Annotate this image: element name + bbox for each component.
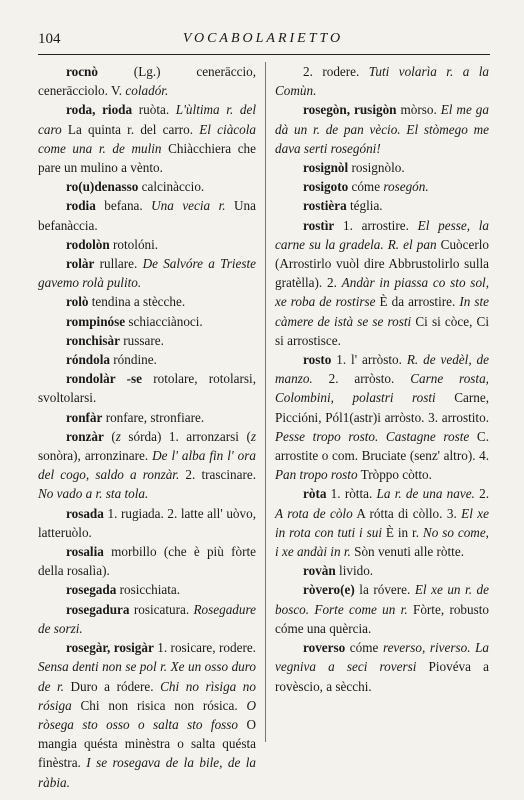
entry-example: z — [115, 428, 121, 444]
entry-text: Duro a ródere. — [63, 678, 161, 694]
entry-headword: rolò — [66, 294, 89, 310]
running-title: VOCABOLARIETTO — [182, 31, 344, 46]
dictionary-entry — [38, 196, 256, 234]
entry-text: russare. — [119, 332, 164, 348]
entry-headword: rosto — [303, 352, 332, 368]
entry-text: 2. — [474, 486, 489, 502]
entry-text: cóme — [348, 179, 384, 195]
entry-text: morbillo (che è più fòrte della rosalìa). — [38, 544, 256, 579]
entry-example: Pan tropo rosto — [275, 467, 358, 483]
entry-example: Sensa denti non se pol r. Xe un osso duro de r. — [38, 659, 256, 694]
entry-headword: rosegàr, rosigàr — [66, 640, 154, 656]
entry-example: Pesse tropo rosto. Castagne roste — [275, 428, 470, 444]
entry-text: La quinta r. del carro. — [61, 121, 200, 137]
page-header — [38, 28, 488, 50]
entry-headword: rodolòn — [66, 236, 110, 252]
entry-text: 1. l' arròsto. — [331, 352, 407, 368]
dictionary-entry — [38, 638, 256, 792]
dictionary-entry — [38, 427, 256, 504]
entry-headword: rosigoto — [303, 179, 349, 195]
entry-headword: ronzàr — [66, 428, 104, 444]
entry-text: 2. rodere. — [303, 64, 369, 79]
entry-example: De l' alba fin l' ora del cogo, saldo a ronzàr. — [38, 448, 256, 483]
dictionary-entry — [275, 561, 489, 580]
entry-text: ronfare, stronfiare. — [102, 409, 205, 425]
entry-headword: rosegadura — [66, 601, 130, 617]
entry-headword: rosignòl — [303, 160, 349, 176]
dictionary-entry — [38, 600, 256, 638]
entry-text: Chi non risica non rósica. — [71, 697, 247, 713]
dictionary-entry — [38, 235, 256, 254]
dictionary-entry — [275, 580, 489, 638]
entry-text: cóme — [345, 640, 383, 656]
entry-text: Una befanàccia. — [38, 198, 256, 233]
entry-text: Cuòcerlo (Arrostirlo vuòl dire Abbrustolirlo sulla gratèlla). 2. — [275, 236, 489, 291]
entry-example: El me ga dà un r. de pan vècio. El stòmego me dava serti rosegóni! — [275, 102, 489, 156]
entry-text: O mangia quésta minèstra o salta quésta finèstra. — [38, 716, 256, 771]
left-column — [38, 62, 256, 792]
entry-example: El pesse, la carne su la gradela. R. el pan — [275, 217, 490, 252]
dictionary-entry — [275, 638, 489, 696]
entry-example: reverso, riverso. La vegniva a seci roversi — [275, 640, 489, 675]
page-number: 104 — [38, 31, 61, 47]
column-divider — [265, 62, 266, 742]
entry-example: A rota de còlo — [275, 505, 353, 521]
entry-text: 1. rosicare, rodere. — [153, 640, 256, 656]
entry-headword: róndola — [66, 352, 110, 368]
entry-headword: ro(u)denasso — [66, 179, 139, 195]
dictionary-entry — [38, 542, 256, 580]
entry-text: sórda) 1. arronzarsi ( — [120, 428, 251, 444]
entry-headword: rompinóse — [66, 313, 126, 329]
entry-text: (Lg.) cenerāccio, cenerācciolo. V. — [38, 64, 256, 99]
dictionary-entry — [38, 292, 256, 311]
entry-example: El xe un r. de bosco. Forte come un r. — [275, 582, 489, 617]
entry-example: rosegón. — [383, 179, 429, 195]
entry-text: rotolóni. — [109, 236, 159, 252]
dictionary-entry — [38, 580, 256, 599]
entry-example: El ciàcola come una r. de mulin — [38, 121, 256, 156]
entry-text: rullare. — [94, 256, 143, 272]
entry-text: 1. arrostire. — [334, 217, 418, 233]
dictionary-entry — [275, 62, 489, 100]
entry-text: schiacciànoci. — [125, 313, 203, 329]
dictionary-entry — [275, 350, 489, 484]
dictionary-entry — [38, 177, 256, 196]
entry-text: rosicchiata. — [116, 582, 181, 598]
entry-headword: rosegada — [66, 582, 117, 598]
entry-example: L'ùltima r. del caro — [38, 102, 256, 137]
dictionary-entry — [275, 100, 489, 158]
entry-headword: rocnò — [66, 64, 98, 79]
entry-headword: roverso — [303, 640, 346, 656]
entry-text: Tròppo còtto. — [357, 467, 432, 483]
entry-text: 1. rugiada. 2. latte all' uòvo, latteruòlo. — [38, 505, 256, 540]
dictionary-entry — [38, 100, 256, 177]
entry-text: rosicatura. — [129, 601, 194, 617]
entry-text: rosignòlo. — [348, 160, 405, 176]
entry-example: No vado a r. sta tola. — [38, 486, 149, 502]
entry-text: livido. — [335, 563, 374, 579]
dictionary-entry — [38, 254, 256, 292]
entry-headword: ronchisàr — [66, 332, 120, 348]
entry-example: O ròsega sto osso o salta sto fosso — [38, 697, 256, 732]
entry-text: Piovéva a rovèscio, a sècchi. — [275, 659, 489, 694]
dictionary-entry — [275, 484, 489, 561]
header-rule — [38, 54, 490, 55]
entry-headword: rondolàr -se — [66, 371, 142, 387]
entry-example: R. de vedèl, de manzo. — [275, 352, 489, 387]
entry-text: la róvere. — [354, 582, 415, 598]
entry-text: róndine. — [109, 352, 157, 368]
entry-example: In ste càmere de istà se se rosti — [275, 294, 490, 329]
entry-text: Ci si còce, Ci si arrostisce. — [275, 313, 489, 348]
entry-text: 1. ròtta. — [326, 486, 377, 502]
dictionary-entry — [38, 312, 256, 331]
dictionary-entry — [275, 177, 489, 196]
right-column — [275, 62, 489, 696]
entry-text: calcinàccio. — [138, 179, 205, 195]
entry-headword: rodia — [66, 198, 96, 214]
entry-headword: ròta — [303, 486, 327, 502]
entry-headword: rostìr — [303, 217, 335, 233]
entry-example: Chi no rìsiga no rósiga — [38, 678, 256, 713]
entry-example: De Salvóre a Trieste gavemo rolà pulito. — [38, 256, 257, 291]
entry-headword: ronfàr — [66, 409, 103, 425]
entry-example: z — [250, 428, 256, 444]
entry-example: La r. de una nave. — [376, 486, 475, 502]
entry-text: mòrso. — [396, 102, 441, 118]
dictionary-entry — [38, 331, 256, 350]
entry-text: ruòta. — [132, 102, 176, 118]
dictionary-entry — [38, 504, 256, 542]
entry-headword: rosada — [66, 505, 104, 521]
entry-headword: rosalia — [66, 544, 104, 560]
entry-example: coladór. — [125, 83, 169, 99]
entry-headword: rovàn — [303, 563, 336, 579]
entry-headword: ròvero(e) — [303, 582, 355, 598]
entry-text: A rótta di còllo. 3. — [352, 505, 462, 521]
entry-headword: rolàr — [66, 256, 95, 272]
entry-text: Sòn venuti alle ròtte. — [350, 544, 464, 560]
entry-headword: rosegòn, rusigòn — [303, 102, 397, 118]
entry-text: 2. arròsto. — [312, 371, 411, 387]
entry-example: I se rosegava de la bile, de la ràbia. — [38, 755, 257, 790]
entry-text: tendina a stècche. — [88, 294, 186, 310]
entry-text: Fòrte, robusto cóme una quèrcia. — [275, 601, 490, 636]
entry-text: Chiàcchiera che pare un mulino a vènto. — [38, 140, 256, 176]
dictionary-entry — [275, 196, 489, 215]
entry-example: Una vecia r. — [151, 198, 226, 214]
entry-headword: rostièra — [303, 198, 347, 214]
dictionary-entry — [38, 369, 256, 407]
entry-text: sonòra), arronzinare. — [38, 448, 153, 464]
dictionary-entry — [38, 350, 256, 369]
entry-text: È in r. — [382, 524, 423, 540]
dictionary-entry — [38, 408, 256, 427]
dictionary-entry — [275, 216, 489, 350]
entry-example: No so come, i xe andài in r. — [275, 524, 489, 560]
entry-example: Andàr in piassa co sto sol, xe roba de rostirse — [275, 275, 489, 310]
entry-example: Tuti volarìa r. a la Comùn. — [275, 64, 489, 99]
entry-text: téglia. — [346, 198, 383, 214]
entry-text: 2. trascinare. — [179, 467, 256, 483]
entry-text: befana. — [95, 198, 152, 214]
entry-text: ( — [103, 428, 116, 444]
entry-text: Carne, Piccióni, Pól1(astr)i arròsto. 3. arrostito. — [275, 390, 489, 425]
entry-text: È da arrostire. — [375, 294, 460, 310]
entry-text: rotolare, rotolarsi, svoltolarsi. — [38, 371, 256, 406]
entry-example: Carne rosta, Colombini, polastri rosti — [275, 371, 489, 406]
entry-example: El xe in rota con tuti i sui — [275, 505, 489, 540]
dictionary-entry — [38, 62, 256, 100]
entry-example: Rosegadure de sorzi. — [38, 601, 256, 636]
dictionary-entry — [275, 158, 489, 177]
entry-text: C. arrostite o com. Bruciate (senz' altro). 4. — [275, 428, 490, 464]
entry-headword: roda, rioda — [66, 102, 133, 118]
